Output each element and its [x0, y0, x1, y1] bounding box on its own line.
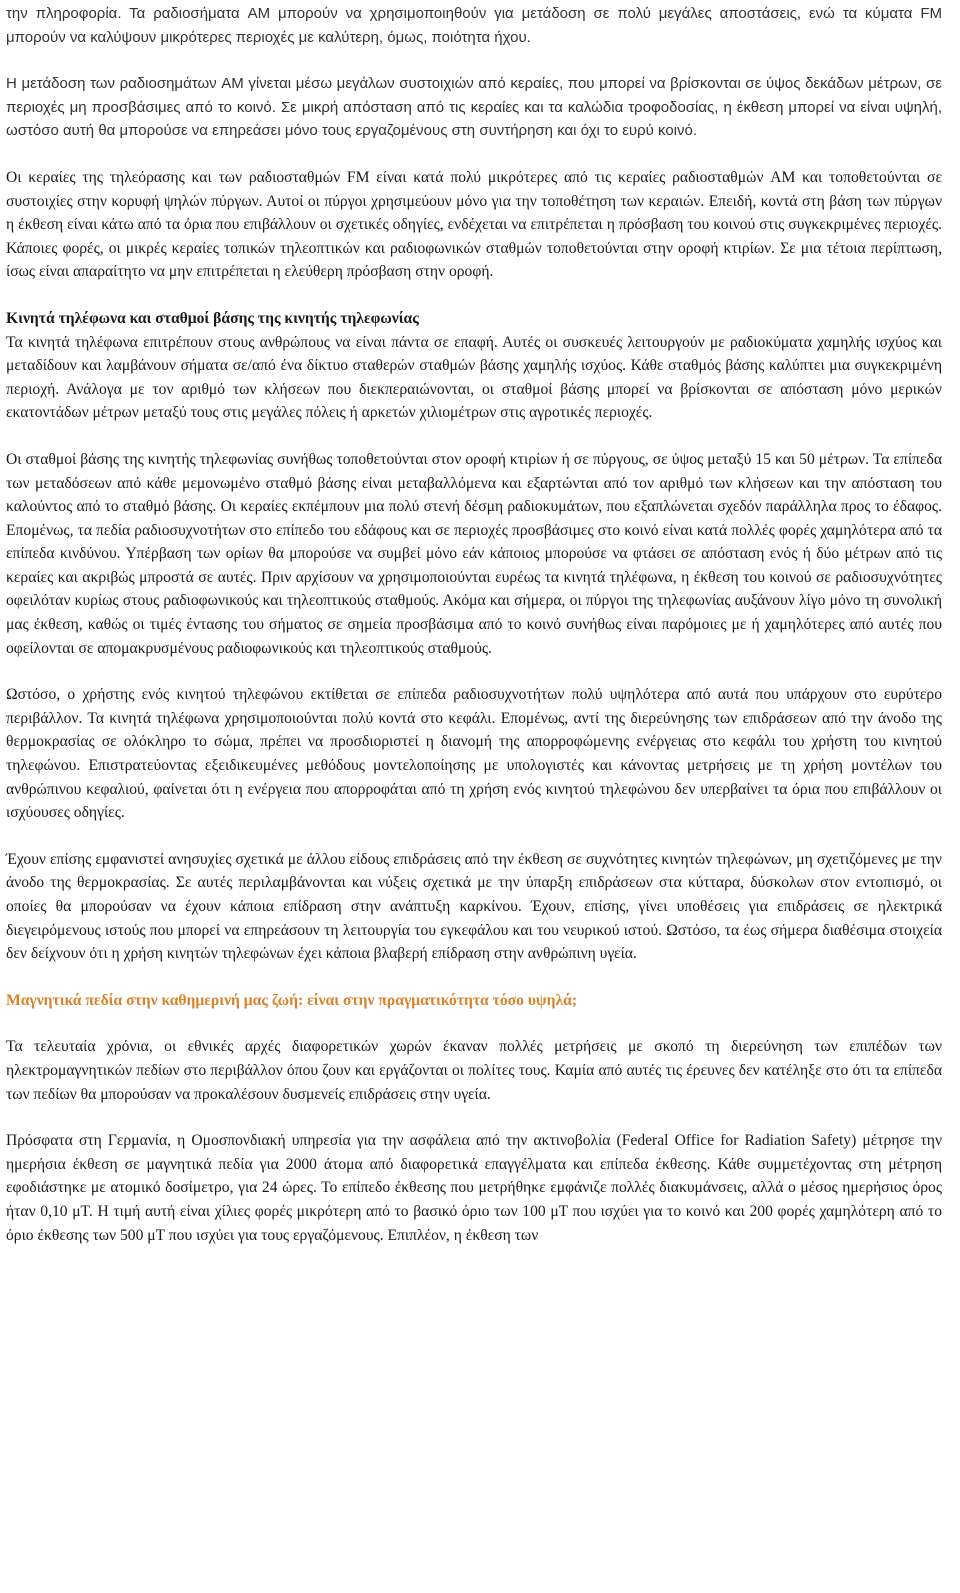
paragraph-non-thermal-concerns: Έχουν επίσης εμφανιστεί ανησυχίες σχετικά με άλλου είδους επιδράσεις από την έκθεση σε συχνότητες κινητών τηλεφώνων, μη σχετιζόμενες με την άνοδο της θερμοκρασίας. Σε αυτές περιλαμβάνονται και νύξεις σχετικά με την ύπαρξη επιδράσεων στα κύτταρα, δύσκολων στον εντοπισμό, οι οποίες θα μπορούσαν να έχουν κάποια επίδραση στην ανάπτυξη καρκίνου. Έχουν, επίσης, γίνει υποθέσεις για επιδράσεις σε ηλεκτρικά διεγειρόμενους ιστούς που μπορεί να επηρεάσουν τη λειτουργία του εγκεφάλου και του νευρικού ιστού. Ωστόσο, τα έως σήμερα διαθέσιμα στοιχεία δεν δείχνουν ότι η χρήση κινητών τηλεφώνων έχει κάποια βλαβερή επίδραση στην ανθρώπινη υγεία.: [6, 850, 942, 963]
paragraph-national-measurements: Τα τελευταία χρόνια, οι εθνικές αρχές διαφορετικών χωρών έκαναν πολλές μετρήσεις με σκοπό τη διερεύνηση των επιπέδων των ηλεκτρομαγνητικών πεδίων στο περιβάλλον όπου ζουν και εργάζονται οι πολίτες τους. Καμία από αυτές τις έρευνες δεν κατέληξε στο ότι τα επίπεδα των πεδίων θα μπορούσαν να προκαλέσουν δυσμενείς επιδράσεις στην υγεία.: [6, 1038, 942, 1103]
paragraph-tv-fm-antennas: Οι κεραίες της τηλεόρασης και των ραδιοσταθμών FM είναι κατά πολύ μικρότερες από τις κεραίες ραδιοσταθμών AM και τοποθετούνται σε συστοιχίες στην κορυφή ψηλών πύργων. Αυτοί οι πύργοι χρησιμεύουν μόνο για την τοποθέτηση των κεραιών. Επειδή, κοντά στη βάση των πύργων η έκθεση είναι κάτω από τα όρια που επιβάλλουν οι σχετικές οδηγίες, ενδέχεται να επιτρέπεται η πρόσβαση του κοινού στις συγκεκριμένες περιοχές. Κάποιες φορές, οι μικρές κεραίες τοπικών τηλεοπτικών και ραδιοφωνικών σταθμών τοποθετούνται στην οροφή κτιρίων. Σε μια τέτοια περίπτωση, ίσως είναι απαραίτητο να μην επιτρέπεται η ελεύθερη πρόσβαση στην οροφή.: [6, 168, 942, 281]
paragraph-germany-study: Πρόσφατα στη Γερμανία, η Ομοσπονδιακή υπηρεσία για την ασφάλεια από την ακτινοβολία (Federal Office for Radiation Safety) μέτρησε την ημερήσια έκθεση σε μαγνητικά πεδία για 2000 άτομα από διαφορετικά επαγγέλματα και επίπεδα έκθεσης. Κάθε συμμετέχοντας στη μέτρηση εφοδιάστηκε με ατομικό δοσίμετρο, για 24 ώρες. Το επίπεδο έκθεσης που μετρήθηκε εμφάνιζε πολλές διακυμάνσεις, αλλά ο μέσος ημερήσιος όρος ήταν 0,10 μT. Η τιμή αυτή είναι χίλιες φορές μικρότερη από το βασικό όριο των 100 μT που ισχύει για το κοινό και 200 φορές χαμηλότερη από το όριο έκθεσης των 500 μT που ισχύει για τους εργαζόμενους. Επιπλέον, η έκθεση των: [6, 1132, 942, 1244]
paragraph-user-exposure: Ωστόσο, ο χρήστης ενός κινητού τηλεφώνου εκτίθεται σε επίπεδα ραδιοσυχνοτήτων πολύ υψηλότερα από αυτά που υπάρχουν στο ευρύτερο περιβάλλον. Τα κινητά τηλέφωνα χρησιμοποιούνται πολύ κοντά στο κεφάλι. Επομένως, αντί της διερεύνησης των επιδράσεων από την άνοδο της θερμοκρασίας σε ολόκληρο το σώμα, πρέπει να προσδιοριστεί η διανομή της απορροφώμενης ενέργειας στο κεφάλι του χρήστη του κινητού τηλεφώνου. Επιστρατεύοντας εξειδικευμένες μεθόδους μοντελοποίησης με υπολογιστές και κάνοντας μετρήσεις με τη χρήση μοντέλων του ανθρώπινου κεφαλιού, φαίνεται ότι η ενέργεια που απορροφάται από τη χρήση ενός κινητού τηλεφώνου δεν υπερβαίνει τα όρια που επιβάλλουν οι ισχύουσες οδηγίες.: [6, 686, 942, 822]
paragraph-base-stations: Οι σταθμοί βάσης της κινητής τηλεφωνίας συνήθως τοποθετούνται στον οροφή κτιρίων ή σε πύργους, σε ύψος μεταξύ 15 και 50 μέτρων. Τα επίπεδα των μεταδόσεων από κάθε μεμονωμένο σταθμό βάσης είναι μεταβαλλόμενα και εξαρτώνται από τον αριθμό των κλήσεων και την απόσταση του καλούντος από το σταθμό βάσης. Οι κεραίες εκπέμπουν μια πολύ στενή δέσμη ραδιοκυμάτων, που εξαπλώνεται σχεδόν παράλληλα προς το έδαφος. Επομένως, τα πεδία ραδιοσυχνοτήτων στο επίπεδο του εδάφους και σε περιοχές προσβάσιμες στο κοινό είναι κατά πολλές φορές χαμηλότερα από τα επίπεδα κινδύνου. Υπέρβαση των ορίων θα μπορούσε να συμβεί μόνο εάν κάποιος μπορούσε να φτάσει σε απόσταση ενός ή δύο μέτρων από τις κεραίες και ακριβώς μπροστά σε αυτές. Πριν αρχίσουν να χρησιμοποιούνται ευρέως τα κινητά τηλέφωνα, η έκθεση του κοινού σε ραδιοσυχνότητες οφειλόταν κυρίως στους ραδιοφωνικούς και τηλεοπτικούς σταθμούς. Ακόμα και σήμερα, οι πύργοι της τηλεφωνίας αυξάνουν λίγο μόνο τη συνολική μας έκθεση, καθώς οι τιμές έντασης του σήματος σε σημεία προσβάσιμα από το κοινό συνήθως είναι παρόμοιες με ή χαμηλότερες από αυτές που οφείλονται σε απομακρυσμένους ραδιοφωνικούς και τηλεοπτικούς σταθμούς.: [6, 450, 942, 657]
paragraph-am-transmission: Η μετάδοση των ραδιοσημάτων AM γίνεται μέσω μεγάλων συστοιχιών από κεραίες, που μπορεί να βρίσκονται σε ύψος δεκάδων μέτρων, σε περιοχές μη προσβάσιμες από το κοινό. Σε μικρή απόσταση από τις κεραίες και τα καλώδια τροφοδοσίας, η έκθεση μπορεί να είναι υψηλή, ωστόσο αυτή θα μπορούσε να επηρεάσει μόνο τους εργαζομένους στη συντήρηση και όχι το ευρύ κοινό.: [6, 75, 942, 140]
section-mobile-phones: [6, 307, 942, 425]
document-page: [6, 2, 942, 1247]
heading-magnetic-fields: Μαγνητικά πεδία στην καθημερινή μας ζωή: είναι στην πραγματικότητα τόσο υψηλά;: [6, 991, 578, 1009]
paragraph-mobile-phones-intro: Τα κινητά τηλέφωνα επιτρέπουν στους ανθρώπους να είναι πάντα σε επαφή. Αυτές οι συσκευές λειτουργούν με ραδιοκύματα χαμηλής ισχύος και μεταδίδουν και λαμβάνουν σήματα σε/από ένα δίκτυο σταθερών σταθμών βάσης χαμηλής ισχύος. Κάθε σταθμός βάσης καλύπτει μια συγκεκριμένη περιοχή. Ανάλογα με τον αριθμό των κλήσεων που διεκπεραιώνονται, οι σταθμοί βάσης μπορεί να βρίσκονται σε απόσταση μόνο μερικών εκατοντάδων μέτρων μεταξύ τους στις μεγάλες πόλεις ή αρκετών χιλιομέτρων στις αγροτικές περιοχές.: [6, 333, 942, 422]
heading-mobile-phones: Κινητά τηλέφωνα και σταθμοί βάσης της κινητής τηλεφωνίας: [6, 309, 419, 327]
paragraph-radio-signals: την πληροφορία. Τα ραδιοσήματα AM μπορούν να χρησιμοποιηθούν για μετάδοση σε πολύ μεγάλες αποστάσεις, ενώ τα κύματα FM μπορούν να καλύψουν μικρότερες περιοχές με καλύτερη, όμως, ποιότητα ήχου.: [6, 5, 942, 46]
